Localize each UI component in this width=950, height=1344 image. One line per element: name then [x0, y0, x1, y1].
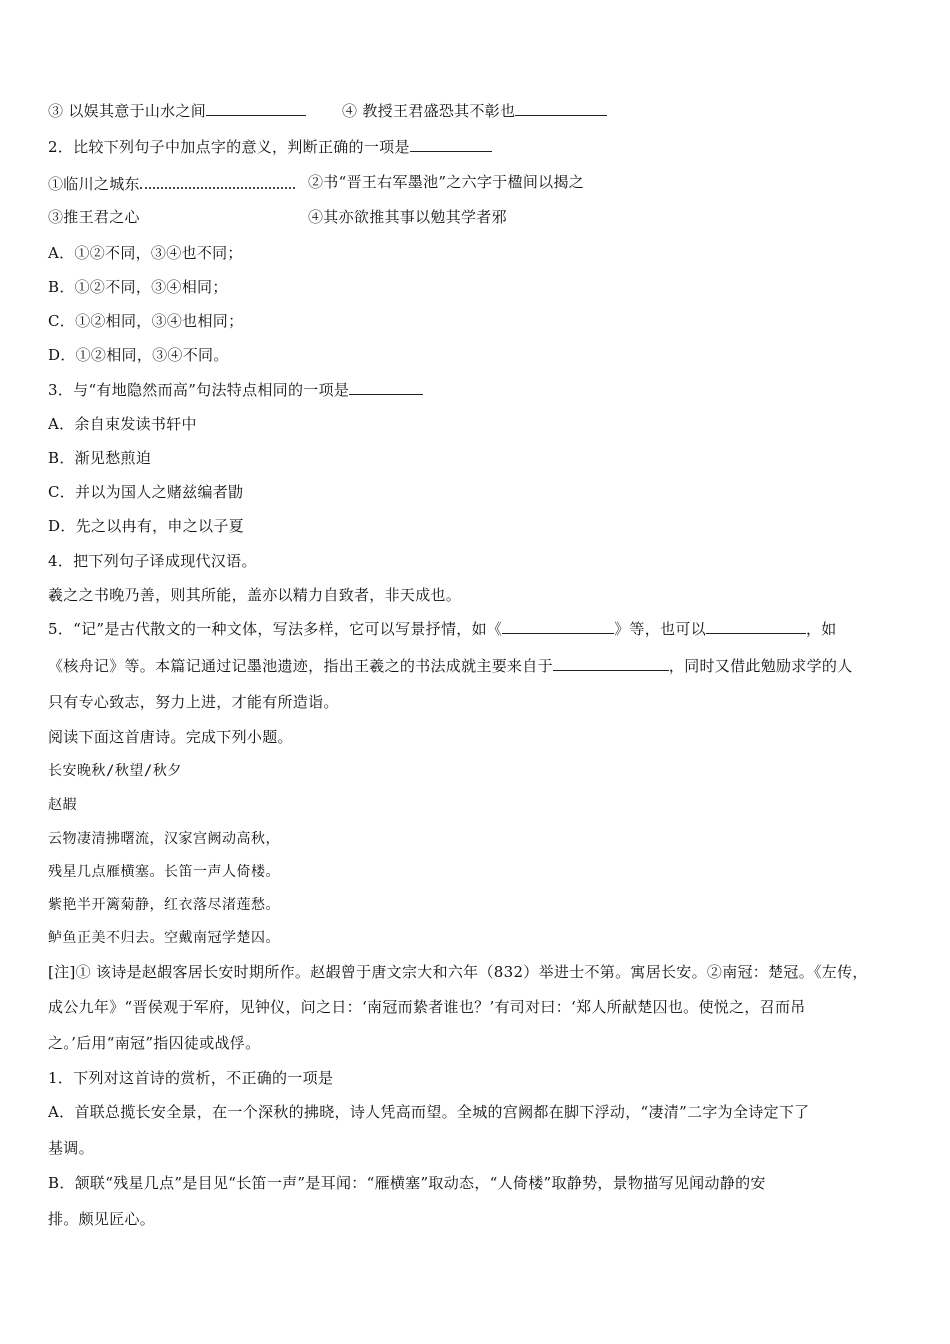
- q2-option-a[interactable]: A．①②不同，③④也不同；: [48, 244, 243, 262]
- q3-option-b[interactable]: B．渐见愁煎迫: [48, 449, 152, 467]
- q1-item-4: ④ 教授王君盛恐其不彰也: [342, 102, 516, 120]
- q3-option-c[interactable]: C．并以为国人之赌兹编者勖: [48, 483, 244, 501]
- q3-stem: 3．与“有地隐然而高”句法特点相同的一项是: [48, 381, 350, 399]
- answer-blank[interactable]: [410, 137, 492, 152]
- sub1-option-b-line-1[interactable]: B．颔联“残星几点”是目见“长笛一声”是耳闻：“雁横塞”取动态，“人倚楼”取静势，景物描写见闻动静的安: [48, 1174, 766, 1192]
- sub1-option-a-line-1[interactable]: A．首联总揽长安全景，在一个深秋的拂晓，诗人凭高而望。全城的宫阙都在脚下浮动，“凄清”二字为全诗定下了: [48, 1103, 810, 1121]
- q1-item-4-group: [342, 101, 607, 121]
- q5-line-2b: ，同时又借此勉励求学的人: [668, 657, 853, 675]
- q2-sentence-4: ④其亦欲推其事以勉其学者邪: [308, 208, 507, 226]
- q2-sentences-row-2: [48, 207, 507, 227]
- q2-option-b[interactable]: B．①②不同，③④相同；: [48, 278, 228, 296]
- answer-blank[interactable]: [502, 619, 614, 634]
- q5-line-1: [48, 619, 837, 639]
- q1-item-3: ③ 以娱其意于山水之间: [48, 102, 207, 120]
- answer-blank[interactable]: [349, 380, 423, 395]
- q4-stem: 4．把下列句子译成现代汉语。: [48, 552, 257, 570]
- poem-line-1: 云物凄清拂曙流，汉家宫阙动高秋，: [48, 831, 280, 847]
- sub1-option-a-line-2[interactable]: 基调。: [48, 1139, 94, 1157]
- q2-stem-line: [48, 137, 492, 157]
- sub1-option-b-line-2[interactable]: 排。颇见匠心。: [48, 1210, 156, 1228]
- q4-sentence: 羲之之书晚乃善，则其所能，盖亦以精力自致者，非天成也。: [48, 586, 462, 604]
- q5-part-1: 5．“记”是古代散文的一种文体，写法多样，它可以写景抒情，如《: [48, 620, 503, 638]
- q5-line-2: [48, 656, 853, 676]
- answer-blank[interactable]: [553, 656, 669, 671]
- reading-intro: 阅读下面这首唐诗。完成下列小题。: [48, 728, 293, 746]
- q5-line-2a: 《核舟记》等。本篇记通过记墨池遗迹，指出王羲之的书法成就主要来自于: [48, 657, 553, 675]
- q3-option-d[interactable]: D．先之以冉有，申之以子夏: [48, 517, 244, 535]
- note-line-1: [注]① 该诗是赵嘏客居长安时期所作。赵嘏曾于唐文宗大和六年（832）举进士不第。寓居长安。②南冠：楚冠。《左传，: [48, 963, 868, 981]
- poem-line-2: 残星几点雁横塞。长笛一声人倚楼。: [48, 864, 280, 880]
- q5-part-3: ，如: [806, 620, 837, 638]
- poem-author: 赵嘏: [48, 797, 77, 813]
- q3-option-a[interactable]: A．余自束发读书轩中: [48, 415, 197, 433]
- q2-option-d[interactable]: D．①②相同，③④不同。: [48, 346, 229, 364]
- poem-line-4: 鲈鱼正美不归去。空戴南冠学楚囚。: [48, 930, 280, 946]
- q2-sentence-2: ②书“晋王右军墨池”之六字于楹间以揭之: [308, 173, 585, 191]
- note-line-3: 之。’后用“南冠”指囚徒或战俘。: [48, 1034, 261, 1052]
- q5-line-3: 只有专心致志，努力上进，才能有所造诣。: [48, 693, 339, 711]
- poem-line-3: 紫艳半开篱菊静，红衣落尽渚莲愁。: [48, 897, 280, 913]
- q2-sentence-1: ①临川之城东: [48, 175, 140, 193]
- sub1-stem: 1．下列对这首诗的赏析，不正确的一项是: [48, 1069, 334, 1087]
- answer-blank[interactable]: [206, 101, 306, 116]
- q2-sentences-row-1: [48, 172, 585, 194]
- q2-option-c[interactable]: C．①②相同，③④也相同；: [48, 312, 244, 330]
- poem-title: 长安晚秋/秋望/秋夕: [48, 763, 182, 779]
- answer-blank[interactable]: [706, 619, 806, 634]
- q2-stem: 2．比较下列句子中加点字的意义，判断正确的一项是: [48, 138, 410, 156]
- note-line-2: 成公九年》“晋侯观于军府，见钟仪，问之日：‘南冠而絷者谁也？’有司对曰：‘郑人所献楚囚也。使悦之，召而吊: [48, 998, 806, 1016]
- emphasis-dots: [140, 172, 295, 189]
- q2-sentence-3: ③推王君之心: [48, 208, 140, 226]
- q1-tail-line: [48, 101, 516, 121]
- answer-blank[interactable]: [515, 101, 607, 116]
- q5-part-2: 》等，也可以: [614, 620, 706, 638]
- q3-stem-line: [48, 380, 423, 400]
